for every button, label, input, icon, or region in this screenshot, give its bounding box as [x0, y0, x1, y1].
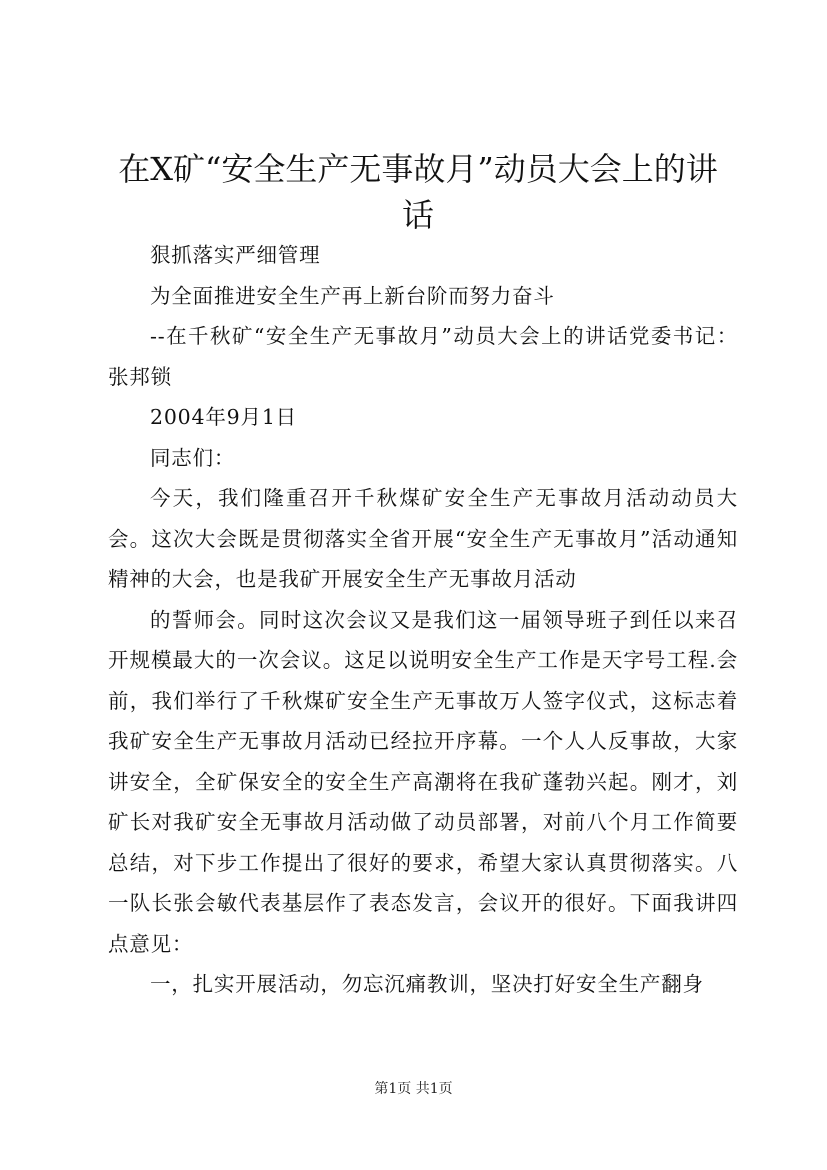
document-body [108, 235, 738, 1005]
subtitle-line: 狠抓落实严细管理 [150, 243, 321, 267]
date-line: 2004年9月1日 [150, 405, 297, 429]
page-number-footer: 第1页 共1页 [374, 1081, 453, 1097]
subtitle-line-2: 为全面推进安全生产再上新台阶而努力奋斗 [150, 283, 555, 308]
speaker-line: --在千秋矿“安全生产无事故月”动员大会上的讲话党委书记：张邦锁 [108, 324, 738, 389]
body-paragraph: 一，扎实开展活动，勿忘沉痛教训，坚决打好安全生产翻身 [150, 972, 704, 996]
body-paragraph: 的誓师会。同时这次会议又是我们这一届领导班子到任以来召开规模最大的一次会议。这足以说明安全生产工作是天字号工程.会前，我们举行了千秋煤矿安全生产无事故万人签字仪式，这标志着我矿安全生产无事故月活动已经拉开序幕。一个人人反事故，大家讲安全，全矿保安全的安全生产高潮将在我矿蓬勃兴起。刚才，刘矿长对我矿安全无事故月活动做了动员部署，对前八个月工作简要总结，对下步工作提出了很好的要求，希望大家认真贯彻落实。八一队长张会敏代表基层作了表态发言，会议开的很好。下面我讲四点意见： [108, 607, 738, 956]
salutation: 同志们： [150, 445, 236, 470]
document-title: 在X矿“安全生产无事故月”动员大会上的讲话 [118, 150, 718, 234]
body-paragraph: 今天，我们隆重召开千秋煤矿安全生产无事故月活动动员大会。这次大会既是贯彻落实全省开展“安全生产无事故月”活动通知精神的大会，也是我矿开展安全生产无事故月活动 [108, 486, 738, 591]
